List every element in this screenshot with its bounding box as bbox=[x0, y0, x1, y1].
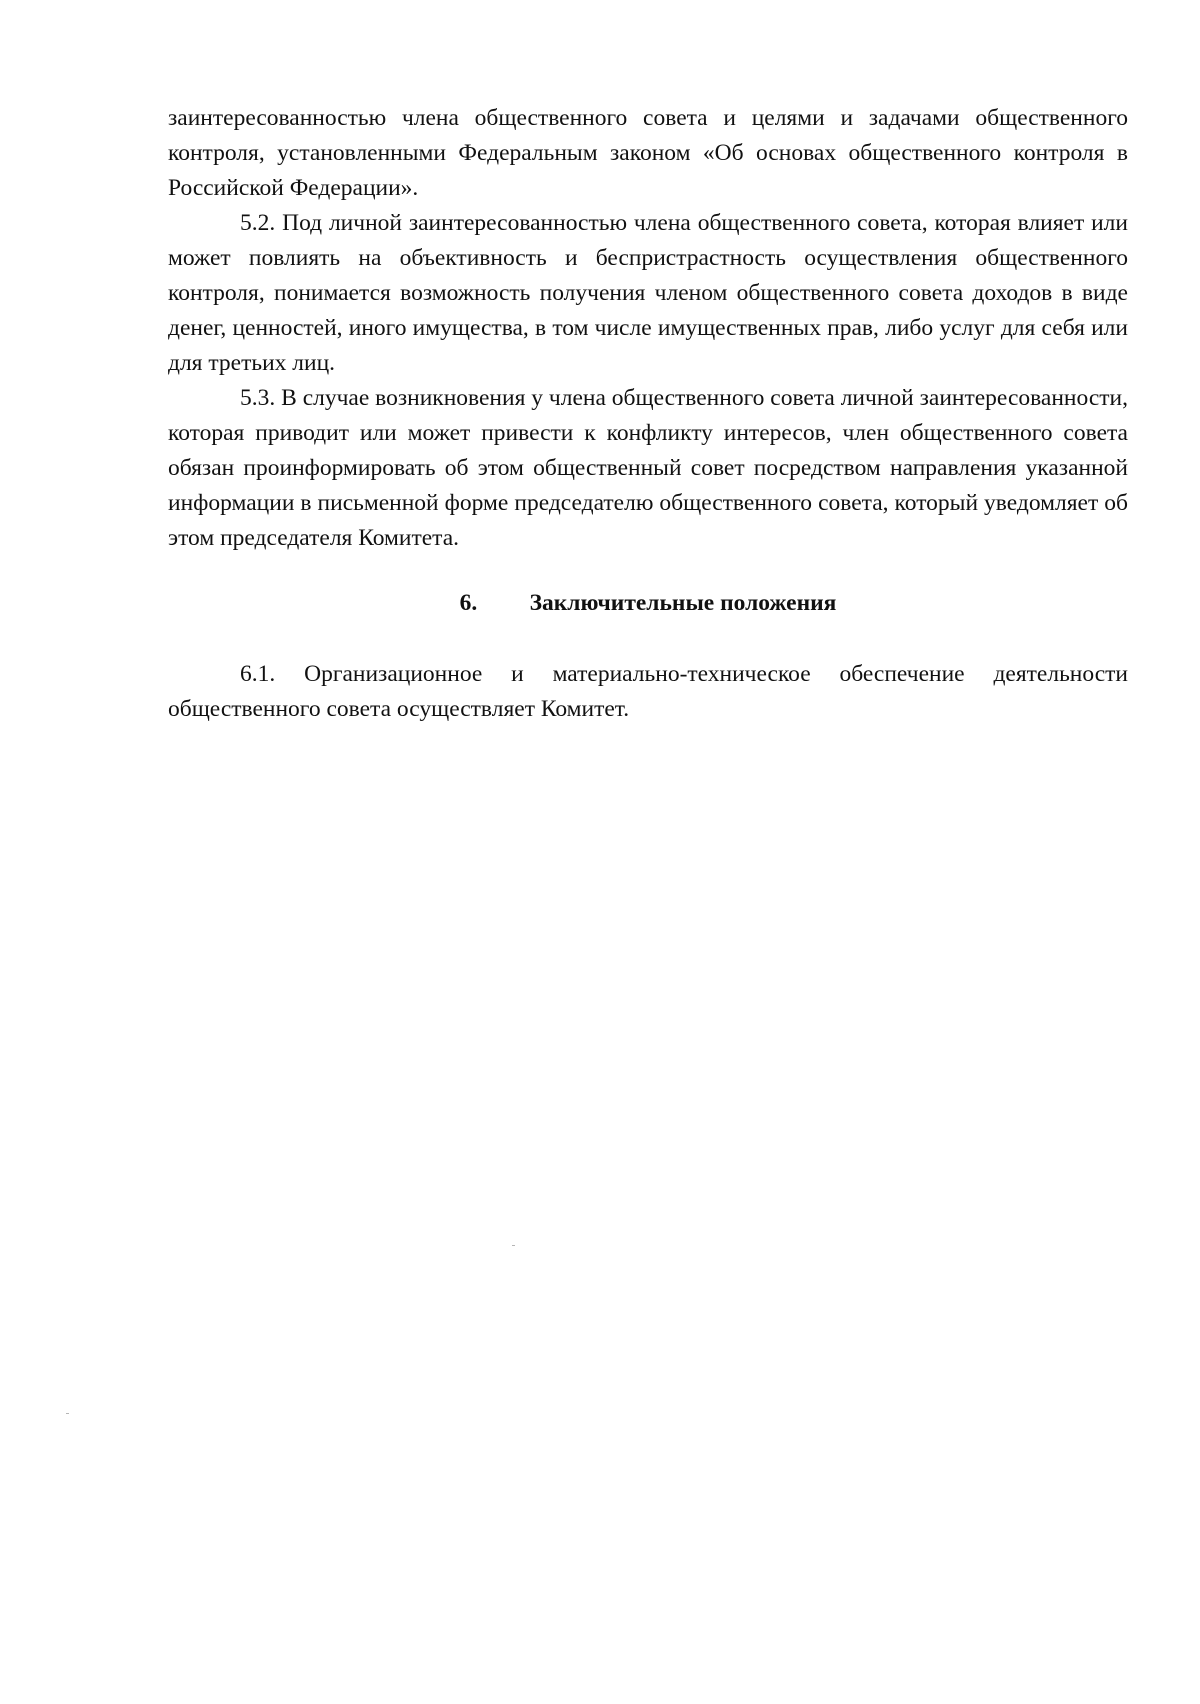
section-6-heading bbox=[168, 586, 1128, 621]
section-6-number: 6. bbox=[459, 590, 478, 616]
clause-5-2: 5.2. Под личной заинтересованностью члена общественного совета, которая влияет или может повлиять на объективность и беспристрастность осуществления общественного контроля, понимается возможность получения членом общественного совета доходов в виде денег, ценностей, иного имущества, в том числе имущественных прав, либо услуг для себя или для третьих лиц. bbox=[168, 210, 1128, 376]
clause-6-1: 6.1. Организационное и материально-техническое обеспечение деятельности общественного совета осуществляет Комитет. bbox=[168, 661, 1128, 722]
section-5-continuation bbox=[168, 101, 1128, 556]
scan-speck bbox=[66, 1413, 69, 1414]
scan-speck bbox=[512, 1245, 515, 1246]
section-6-title: Заключительные положения bbox=[529, 590, 837, 616]
intro-paragraph: заинтересованностью члена общественного совета и целями и задачами общественного контроля, установленными Федеральным законом «Об основах общественного контроля в Российской Федерации». bbox=[168, 105, 1128, 201]
clause-5-3: 5.3. В случае возникновения у члена общественного совета личной заинтересованности, которая приводит или может привести к конфликту интересов, член общественного совета обязан проинформировать об этом общественный совет посредством направления указанной информации в письменной форме председателю общественного совета, который уведомляет об этом председателя Комитета. bbox=[168, 385, 1128, 551]
section-6-body bbox=[168, 657, 1128, 727]
